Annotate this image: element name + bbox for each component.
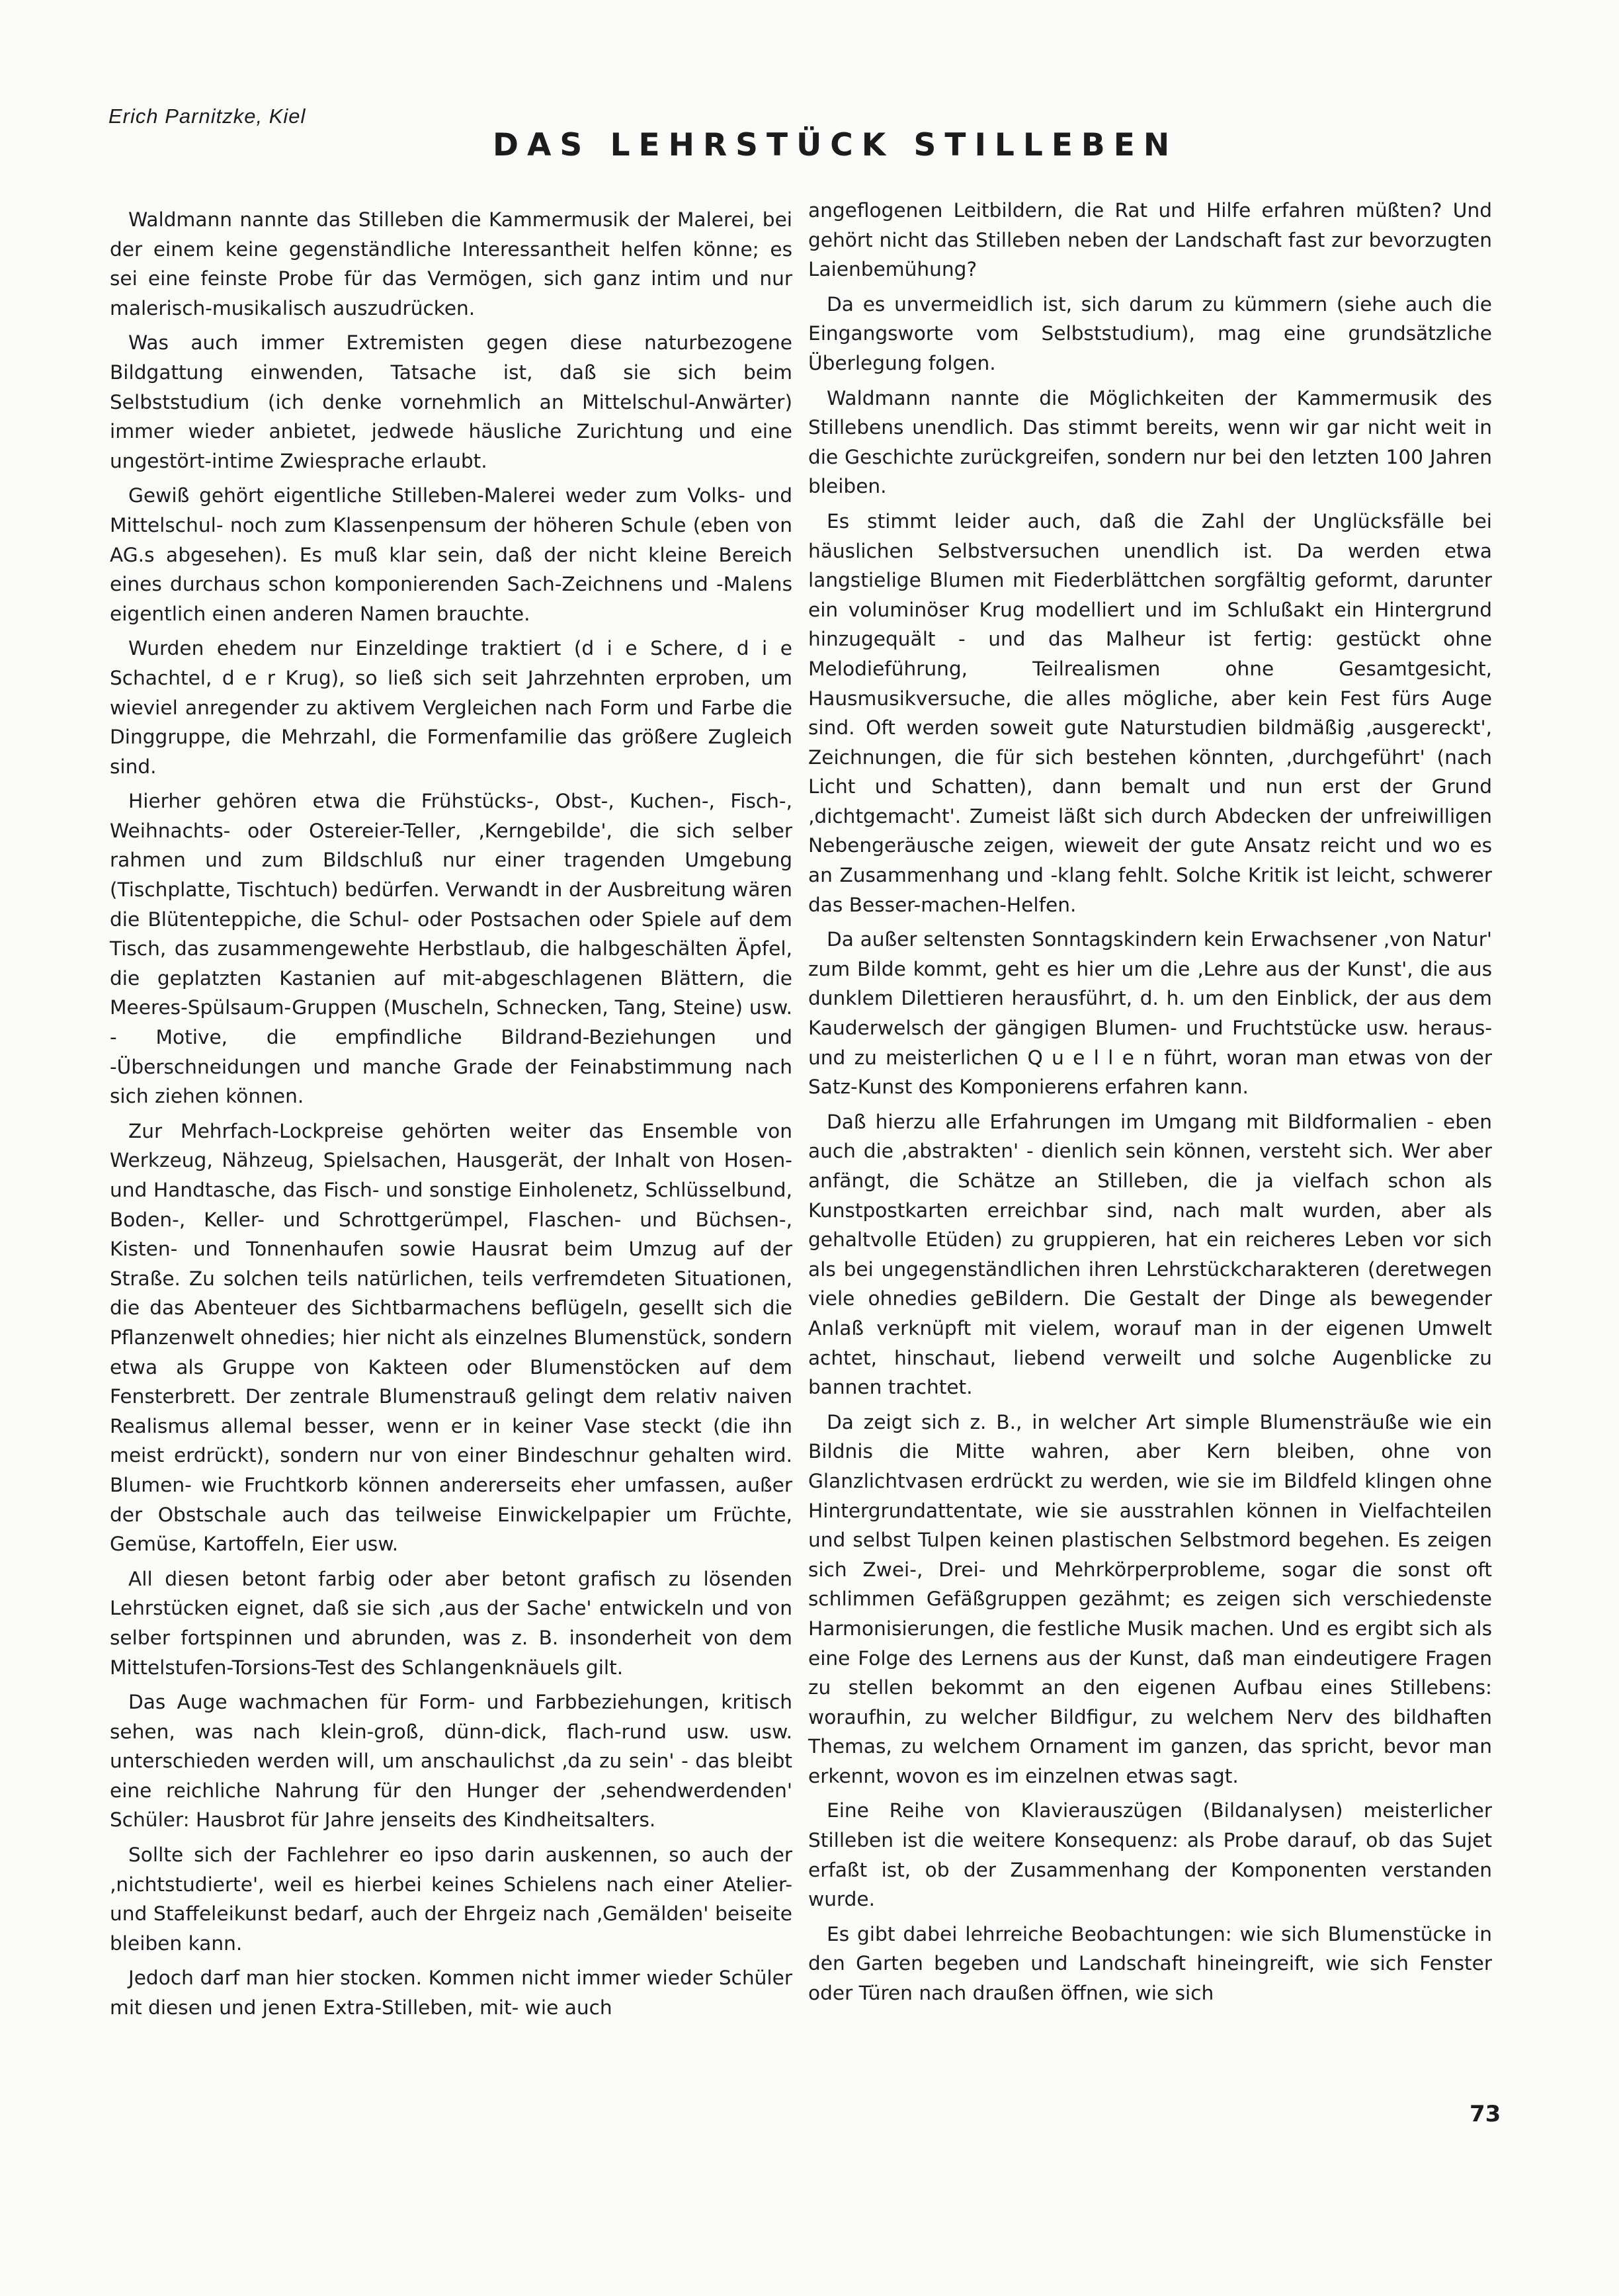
left-column [110,205,792,2028]
paragraph: All diesen betont farbig oder aber betont grafisch zu lösenden Lehrstücken eignet, daß sie sich ‚aus der Sache' entwickeln und von selber fortspinnen und abrunden, was z. B. insonderheit von dem Mittelstufen-Torsions-Test des Schlangenknäuels gilt. [110,1567,792,1679]
paragraph: angeflogenen Leitbildern, die Rat und Hilfe erfahren müßten? Und gehört nicht das Stilleben neben der Landschaft fast zur bevorzugten Laienbemühung? [808,199,1492,281]
article-title: DAS LEHRSTÜCK STILLEBEN [493,127,1179,163]
paragraph: Da zeigt sich z. B., in welcher Art simple Blumensträuße wie ein Bildnis die Mitte wahren, aber Kern bleiben, ohne von Glanzlichtvasen erdrückt zu werden, wie sie im Bildfeld klingen ohne Hintergrundattentate, wie sie ausstrahlen können in Vielfachteilen und selbst Tulpen keinen plastischen Selbstmord begehen. Es zeigen sich Zwei-, Drei- und Mehrkörperprobleme, sogar die sonst oft schlimmen Gefäßgruppen gezähmt; es zeigen sich verschiedenste Harmonisierungen, die festliche Musik machen. Und es ergibt sich als eine Folge des Lernens aus der Kunst, daß man eindeutigere Fragen zu stellen bekommt an den eigenen Aufbau eines Stillebens: woraufhin, zu welcher Bildfigur, zu welchem Nerv des bildhaften Themas, zu welchem Ornament im ganzen, das spricht, bevor man erkennt, wovon es im einzelnen etwas sagt. [808,1410,1492,1787]
paragraph: Da es unvermeidlich ist, sich darum zu kümmern (siehe auch die Eingangsworte vom Selbststudium), mag eine grundsätzliche Überlegung folgen. [808,292,1492,374]
paragraph: Es stimmt leider auch, daß die Zahl der Unglücksfälle bei häuslichen Selbstversuchen unendlich ist. Da werden etwa langstielige Blumen mit Fiederblättchen sorgfältig geformt, darunter ein voluminöser Krug modelliert und im Schlußakt ein Hintergrund hinzugequält - und das Malheur ist fertig: gestückt ohne Melodieführung, Teilrealismen ohne Gesamtgesicht, Hausmusikversuche, die alles mögliche, aber kein Fest fürs Auge sind. Oft werden soweit gute Naturstudien bildmäßig ‚ausgereckt', Zeichnungen, die für sich bestehen könnten, ‚durchgeführt' (nach Licht und Schatten), dann bemalt und nun erst der Grund ‚dichtgemacht'. Zumeist läßt sich durch Abdecken der unfreiwilligen Nebengeräusche zeigen, wieweit der gute Ansatz reicht und wo es an Zusammenhang und -klang fehlt. Solche Kritik ist leicht, schwerer das Besser-machen-Helfen. [808,509,1492,916]
paragraph: Es gibt dabei lehrreiche Beobachtungen: wie sich Blumenstücke in den Garten begeben und Landschaft hineingreift, wie sich Fenster oder Türen nach draußen öffnen, wie sich [808,1922,1492,2005]
paragraph: Hierher gehören etwa die Frühstücks-, Obst-, Kuchen-, Fisch-, Weihnachts- oder Ostereier-Teller, ‚Kerngebilde', die sich selber rahmen und zum Bildschluß nur einer tragenden Umgebung (Tischplatte, Tischtuch) bedürfen. Verwandt in der Ausbreitung wären die Blütenteppiche, die Schul- oder Postsachen oder Spiele auf dem Tisch, das zusammengewehte Herbstlaub, die halbgeschälten Äpfel, die geplatzten Kastanien auf mit-abgeschlagenen Blättern, die Meeres-Spülsaum-Gruppen (Muscheln, Schnecken, Tang, Steine) usw. - Motive, die empfindliche Bildrand-Beziehungen und -Überschneidungen und manche Grade der Feinabstimmung nach sich ziehen können. [110,790,792,1108]
paragraph: Waldmann nannte die Möglichkeiten der Kammermusik des Stillebens unendlich. Das stimmt bereits, wenn wir gar nicht weit in die Geschichte zurückgreifen, sondern nur bei den letzten 100 Jahren bleiben. [808,386,1492,498]
paragraph: Waldmann nannte das Stilleben die Kammermusik der Malerei, bei der einem keine gegenständliche Interessantheit helfen könne; es sei eine feinste Probe für das Vermögen, sich ganz intim und nur malerisch-musikalisch auszudrücken. [110,208,792,319]
paragraph: Das Auge wachmachen für Form- und Farbbeziehungen, kritisch sehen, was nach klein-groß, dünn-dick, flach-rund usw. usw. unterschieden werden will, um anschaulichst ‚da zu sein' - das bleibt eine reichliche Nahrung für den Hunger der ‚sehendwerdenden' Schüler: Hausbrot für Jahre jenseits des Kindheitsalters. [110,1691,792,1832]
paragraph: Daß hierzu alle Erfahrungen im Umgang mit Bildformalien - eben auch die ‚abstrakten' - dienlich sein können, versteht sich. Wer aber anfängt, die Schätze an Stilleben, die ja vielfach schon als Kunstpostkarten erreichbar sind, nach malt wurden, aber als gehaltvolle Etüden) zu gruppieren, hat ein reicheres Leben vor sich als bei ungegenständlichen ihren Lehrstückcharakteren (deretwegen viele ohnedies geBildern. Die Gestalt der Dinge als bewegender Anlaß verknüpft mit vielem, worauf man in der eigenen Umwelt achtet, hinschaut, liebend verweilt und solche Augenblicke zu bannen trachtet. [808,1110,1492,1399]
paragraph: Zur Mehrfach-Lockpreise gehörten weiter das Ensemble von Werkzeug, Nähzeug, Spielsachen, Hausgerät, der Inhalt von Hosen- und Handtasche, das Fisch- und sonstige Einholenetz, Schlüsselbund, Boden-, Keller- und Schrottgerümpel, Flaschen- und Büchsen-, Kisten- und Tonnenhaufen sowie Hausrat beim Umzug auf der Straße. Zu solchen teils natürlichen, teils verfremdeten Situationen, die das Abenteuer des Sichtbarmachens beflügeln, gesellt sich die Pflanzenwelt ohnedies; hier nicht als einzelnes Blumenstück, sondern etwa als Gruppe von Kakteen oder Blumenstöcken auf dem Fensterbrett. Der zentrale Blumenstrauß gelingt dem relativ naiven Realismus allemal besser, wenn er in keiner Vase steckt (die ihn meist erdrückt), sondern nur von einer Bindeschnur gehalten wird. Blumen- wie Fruchtkorb können andererseits eher umfassen, außer der Obstschale auch das teilweise Einwickelpapier um Früchte, Gemüse, Kartoffeln, Eier usw. [110,1119,792,1556]
paragraph: Gewiß gehört eigentliche Stilleben-Malerei weder zum Volks- und Mittelschul- noch zum Klassenpensum der höheren Schule (eben von AG.s abgesehen). Es muß klar sein, daß der nicht kleine Bereich eines durchaus schon komponierenden Sach-Zeichnens und -Malens eigentlich einen anderen Namen brauchte. [110,484,792,625]
paragraph: Jedoch darf man hier stocken. Kommen nicht immer wieder Schüler mit diesen und jenen Extra-Stilleben, mit- wie auch [110,1967,792,2020]
paragraph: Wurden ehedem nur Einzeldinge traktiert (d i e Schere, d i e Schachtel, d e r Krug), so ließ sich seit Jahrzehnten erproben, um wieviel anregender zu aktivem Vergleichen nach Form und Farbe die Dinggruppe, die Mehrzahl, die Formenfamilie das größere Zugleich sind. [110,637,792,778]
paragraph: Da außer seltensten Sonntagskindern kein Erwachsener ‚von Natur' zum Bilde kommt, geht es hier um die ‚Lehre aus der Kunst', die aus dunklem Dilettieren herausführt, d. h. um den Einblick, der aus dem Kauderwelsch der gängigen Blumen- und Fruchtstücke usw. heraus- und zu meisterlichen Q u e l l e n führt, woran man etwas von der Satz-Kunst des Komponierens erfahren kann. [808,928,1492,1099]
author-line: Erich Parnitzke, Kiel [108,105,306,128]
paragraph: Eine Reihe von Klavierauszügen (Bildanalysen) meisterlicher Stilleben ist die weitere Konsequenz: als Probe darauf, ob das Sujet erfaßt ist, ob der Zusammenhang der Komponenten verstanden wurde. [808,1799,1492,1911]
paragraph: Sollte sich der Fachlehrer eo ipso darin auskennen, so auch der ‚nichtstudierte', weil es hierbei keines Schielens nach einer Atelier- und Staffeleikunst bedarf, auch der Ehrgeiz nach ‚Gemälden' beiseite bleiben kann. [110,1844,792,1955]
page-number: 73 [1470,2101,1501,2127]
right-column [808,196,1492,2014]
paragraph: Was auch immer Extremisten gegen diese naturbezogene Bildgattung einwenden, Tatsache ist, daß sie sich beim Selbststudium (ich denke vornehmlich an Mittelschul-Anwärter) immer wieder anbietet, jedwede häusliche Zurichtung und eine ungestört-intime Zwiesprache erlaubt. [110,331,792,472]
